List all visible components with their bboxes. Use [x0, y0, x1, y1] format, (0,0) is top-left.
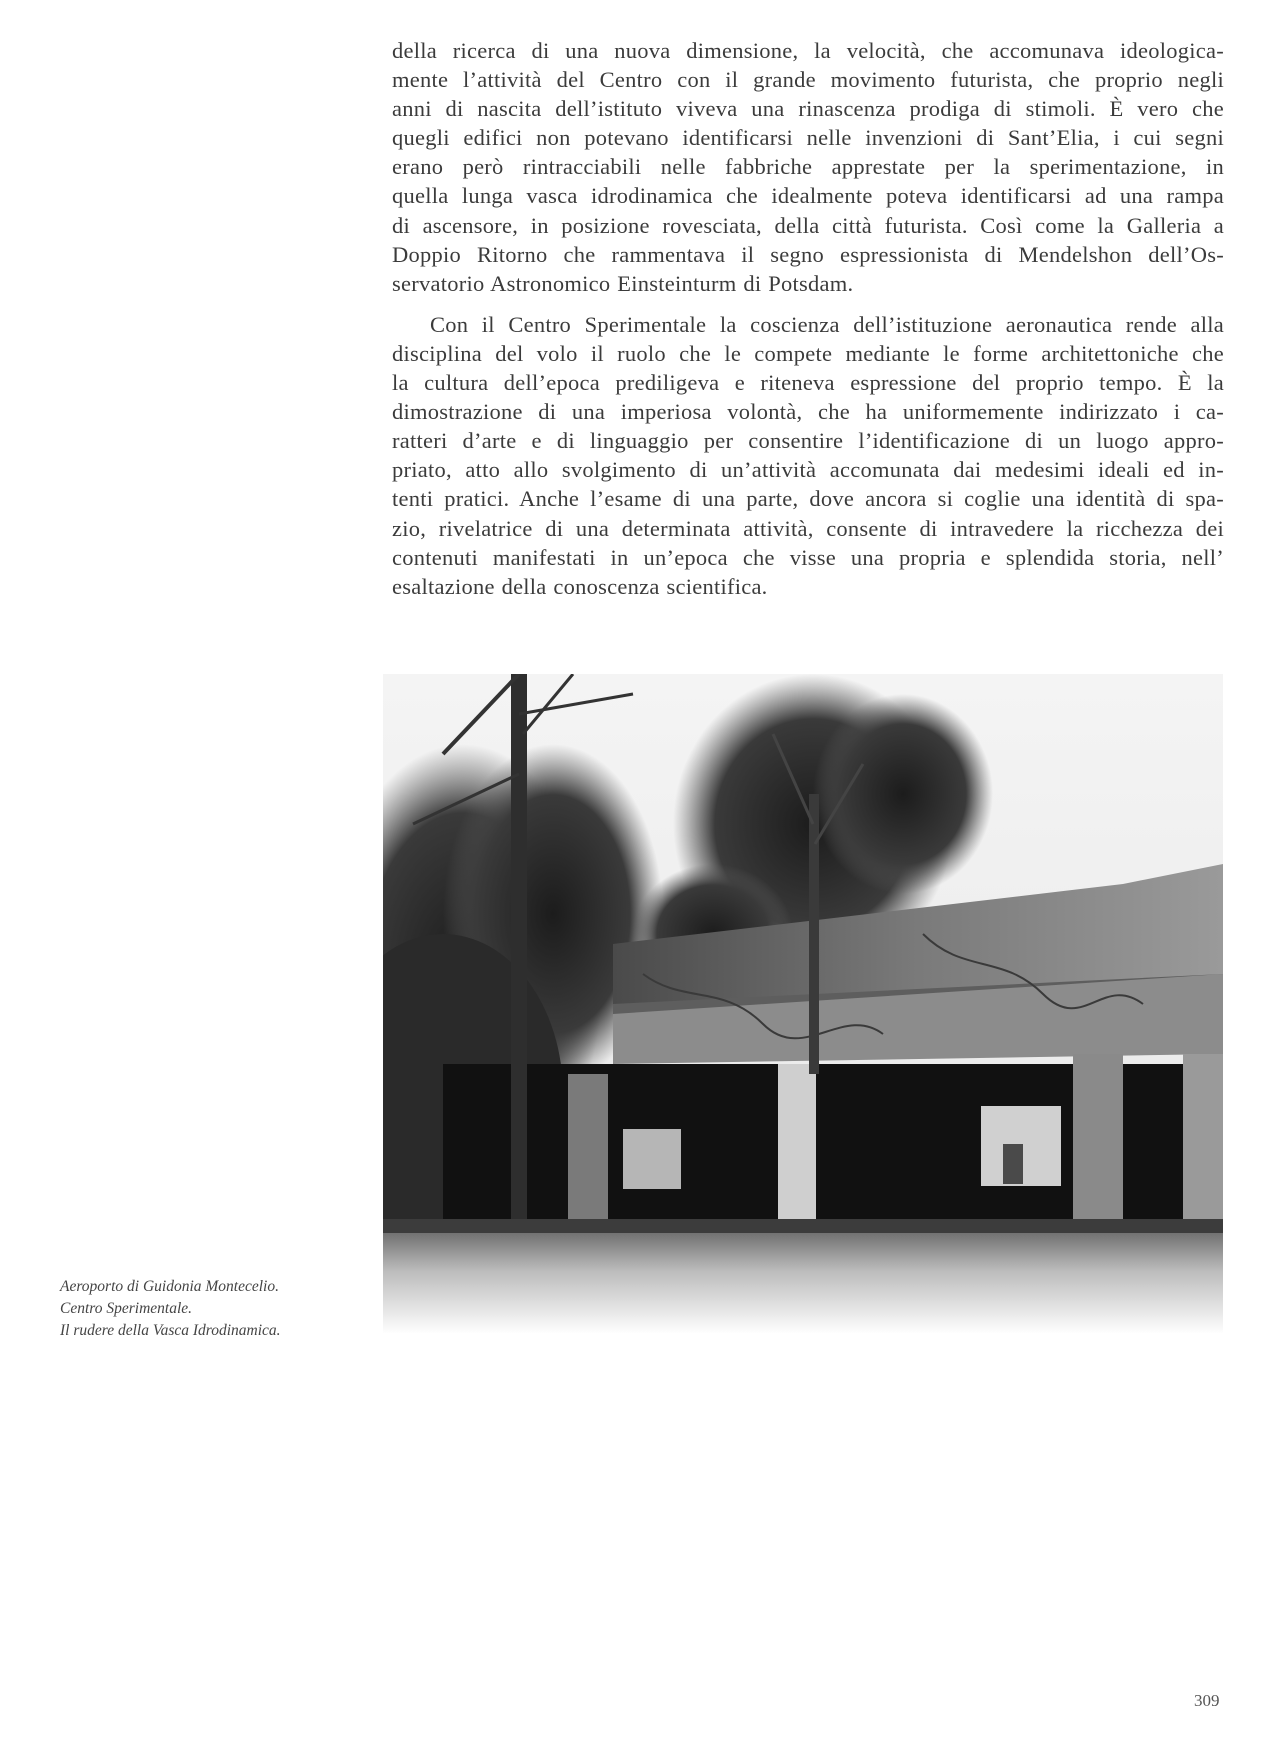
- ruin-photograph: [383, 674, 1223, 1334]
- caption-line: Aeroporto di Guidonia Montecelio.: [60, 1278, 279, 1295]
- text-line: ratteri d’arte e di linguaggio per consentire l’identificazione di un luogo appro-: [392, 428, 1224, 454]
- text-line: priato, atto allo svolgimento di un’attività accomunata dai medesimi ideali ed in-: [392, 457, 1224, 483]
- text-line: esaltazione della conoscenza scientifica.: [392, 573, 768, 599]
- text-line: mente l’attività del Centro con il grande movimento futurista, che proprio negli: [392, 67, 1224, 93]
- text-line: quegli edifici non potevano identificarsi nelle invenzioni di Sant’Elia, i cui segni: [392, 125, 1224, 151]
- caption-line: Centro Sperimentale.: [60, 1300, 193, 1317]
- text-line: Doppio Ritorno che rammentava il segno espressionista di Mendelshon dell’Os-: [392, 241, 1224, 267]
- text-line: di ascensore, in posizione rovesciata, della città futurista. Così come la Galleria a: [392, 212, 1224, 238]
- paragraph-1: [392, 36, 1224, 298]
- text-line: contenuti manifestati in un’epoca che visse una propria e splendida storia, nell’: [392, 544, 1224, 570]
- text-line: tenti pratici. Anche l’esame di una parte, dove ancora si coglie una identità di spa-: [392, 486, 1224, 512]
- text-line: erano però rintracciabili nelle fabbriche apprestate per la sperimentazione, in: [392, 154, 1224, 180]
- paragraph-2: [392, 310, 1224, 601]
- text-line: la cultura dell’epoca prediligeva e riteneva espressione del proprio tempo. È la: [392, 370, 1224, 396]
- text-line: Con il Centro Sperimentale la coscienza dell’istituzione aeronautica rende alla: [430, 311, 1224, 337]
- page-number: 309: [1194, 1691, 1220, 1710]
- text-line: disciplina del volo il ruolo che le compete mediante le forme architettoniche che: [392, 340, 1224, 366]
- text-line: quella lunga vasca idrodinamica che idealmente poteva identificarsi ad una rampa: [392, 183, 1224, 209]
- body-text: [392, 36, 1224, 601]
- text-line: della ricerca di una nuova dimensione, la velocità, che accomunava ideologica-: [392, 38, 1224, 63]
- text-line: anni di nascita dell’istituto viveva una rinascenza prodiga di stimoli. È vero che: [392, 96, 1224, 122]
- ruin-photograph-image: [383, 674, 1223, 1334]
- text-line: zio, rivelatrice di una determinata attività, consente di intravedere la ricchezza dei: [392, 515, 1224, 541]
- text-line: dimostrazione di una imperiosa volontà, che ha uniformemente indirizzato i ca-: [392, 399, 1224, 425]
- text-line: servatorio Astronomico Einsteinturm di Potsdam.: [392, 270, 854, 296]
- caption-line: Il rudere della Vasca Idrodinamica.: [60, 1322, 281, 1339]
- photo-caption: [60, 1276, 360, 1342]
